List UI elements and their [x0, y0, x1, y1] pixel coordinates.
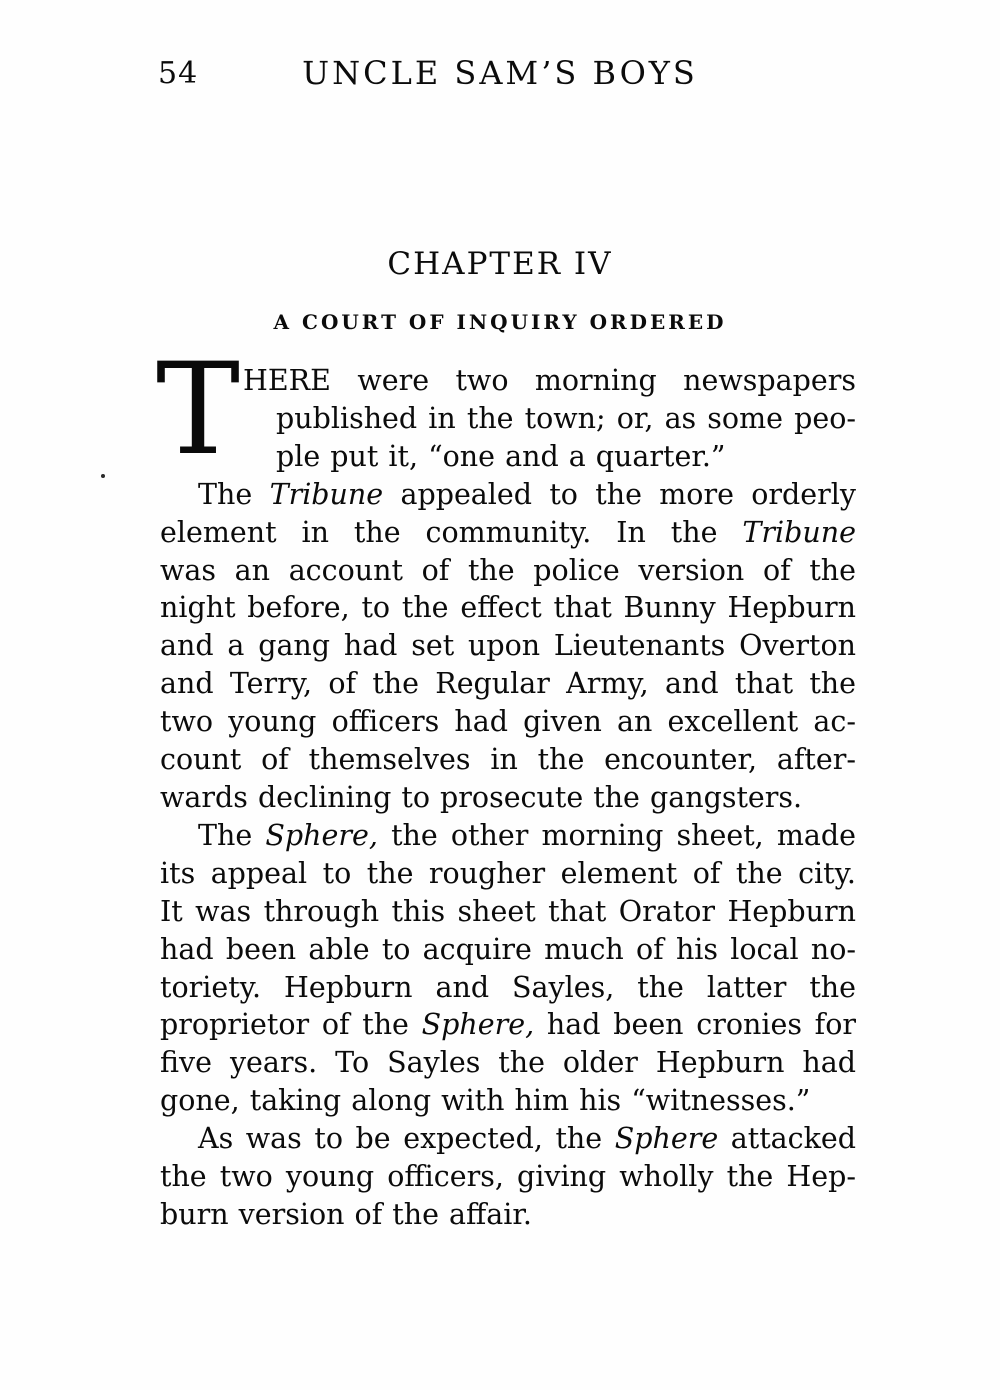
- newspaper-name-italic: Sphere: [614, 1122, 719, 1156]
- text-line: [160, 969, 856, 1007]
- text-line: [160, 1082, 856, 1120]
- newspaper-name-italic: Sphere,: [421, 1008, 535, 1042]
- text-line: [160, 855, 856, 893]
- text-segment: its appeal to the rougher element of the city.: [160, 856, 856, 890]
- text-line: [160, 665, 856, 703]
- text-line: [243, 362, 856, 400]
- text-line: [160, 589, 856, 627]
- text-line: [160, 817, 856, 855]
- page-number: 54: [158, 56, 199, 91]
- text-segment: proprietor of the: [160, 1008, 422, 1042]
- text-segment: the two young officers, giving wholly the Hep-: [160, 1160, 856, 1194]
- text-line: [160, 779, 856, 817]
- text-line: [160, 741, 856, 779]
- running-header: UNCLE SAM’S BOYS: [302, 54, 698, 92]
- text-line: [160, 514, 856, 552]
- paragraph: [156, 336, 856, 483]
- text-segment: attacked: [718, 1122, 856, 1156]
- chapter-subtitle: A COURT OF INQUIRY ORDERED: [273, 310, 727, 334]
- text-segment: It was through this sheet that Orator Hepburn: [160, 894, 856, 928]
- text-segment: toriety. Hepburn and Sayles, the latter the: [160, 970, 856, 1004]
- text-segment: The: [198, 818, 266, 852]
- text-segment: two young officers had given an excellent ac-: [160, 705, 856, 739]
- text-segment: was an account of the police version of the: [160, 553, 856, 587]
- text-segment: five years. To Sayles the older Hepburn had: [160, 1046, 856, 1080]
- newspaper-name-italic: Sphere,: [265, 818, 378, 852]
- text-line: [160, 476, 856, 514]
- text-line: [276, 400, 856, 438]
- text-line: [160, 703, 856, 741]
- text-segment: published in the town; or, as some peo-: [276, 401, 856, 435]
- newspaper-name-italic: Tribune: [742, 515, 856, 549]
- text-segment: As was to be expected, the: [198, 1122, 615, 1156]
- paragraph: [160, 476, 856, 817]
- text-segment: element in the community. In the: [160, 515, 743, 549]
- text-line: [160, 627, 856, 665]
- text-line: [160, 893, 856, 931]
- text-segment: wards declining to prosecute the gangsters.: [160, 780, 803, 814]
- text-segment: and Terry, of the Regular Army, and that the: [160, 667, 856, 701]
- text-line: [160, 552, 856, 590]
- text-segment: gone, taking along with him his “witnesses.”: [160, 1084, 811, 1118]
- paragraph: [160, 817, 856, 1120]
- text-segment: had been able to acquire much of his local no-: [160, 932, 856, 966]
- text-segment: and a gang had set upon Lieutenants Overton: [160, 629, 856, 663]
- text-line: [160, 1158, 856, 1196]
- text-segment: burn version of the affair.: [160, 1197, 532, 1231]
- text-segment: count of themselves in the encounter, after-: [160, 743, 856, 777]
- text-line: [160, 1120, 856, 1158]
- newspaper-name-italic: Tribune: [269, 477, 384, 511]
- stray-ink-mark: [101, 474, 105, 478]
- text-segment: HERE were two morning newspapers: [243, 364, 856, 397]
- text-segment: the other morning sheet, made: [377, 818, 856, 852]
- text-line: [160, 1006, 856, 1044]
- text-segment: had been cronies for: [534, 1008, 856, 1042]
- body-text: [156, 336, 856, 1234]
- text-segment: The: [198, 477, 270, 511]
- text-line: [160, 931, 856, 969]
- text-segment: night before, to the effect that Bunny Hepburn: [160, 591, 856, 625]
- text-line: [160, 1196, 856, 1234]
- text-line: [160, 1044, 856, 1082]
- drop-cap: T: [156, 336, 241, 483]
- text-line: [276, 438, 856, 476]
- chapter-title: CHAPTER IV: [387, 246, 613, 282]
- text-segment: ple put it, “one and a quarter.”: [276, 439, 726, 473]
- paragraph: [160, 1120, 856, 1234]
- text-segment: appealed to the more orderly: [383, 477, 856, 511]
